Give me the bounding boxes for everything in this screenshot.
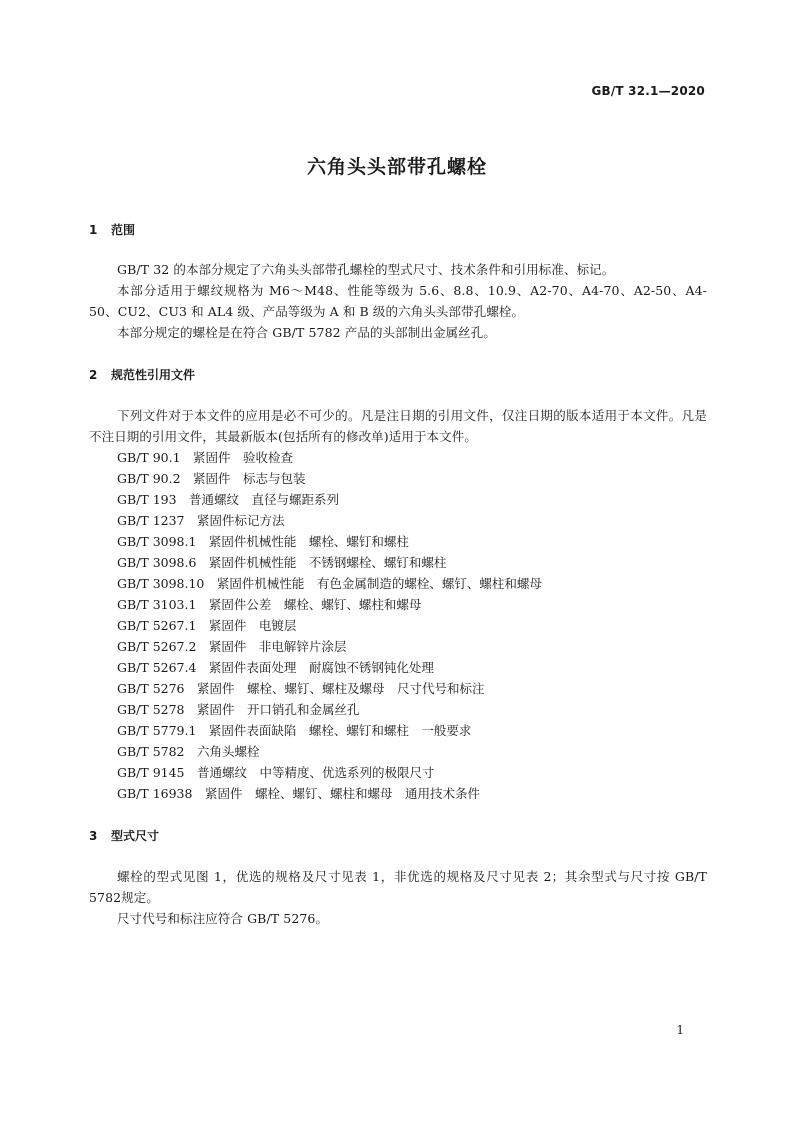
section-number: 2 [89, 368, 98, 382]
reference-item: GB/T 90.2 紧固件 标志与包装 [117, 471, 306, 486]
section-2-heading [89, 366, 195, 383]
reference-item: GB/T 3103.1 紧固件公差 螺栓、螺钉、螺柱和螺母 [117, 597, 422, 612]
reference-item: GB/T 3098.1 紧固件机械性能 螺栓、螺钉和螺柱 [117, 534, 409, 549]
reference-item: GB/T 5278 紧固件 开口销孔和金属丝孔 [117, 702, 360, 717]
standard-code: GB/T 32.1—2020 [591, 84, 705, 98]
reference-item: GB/T 3098.10 紧固件机械性能 有色金属制造的螺栓、螺钉、螺柱和螺母 [117, 576, 542, 591]
section-title: 型式尺寸 [111, 829, 160, 843]
reference-item: GB/T 193 普通螺纹 直径与螺距系列 [117, 492, 340, 507]
scope-paragraph: 本部分适用于螺纹规格为 M6～M48、性能等级为 5.6、8.8、10.9、A2-70、A4-70、A2-50、A4-50、CU2、CU3 和 AL4 级、产品等级为 A 和 B 级的六角头头部带孔螺栓。 [89, 283, 707, 319]
reference-item: GB/T 9145 普通螺纹 中等精度、优选系列的极限尺寸 [117, 765, 435, 780]
dimensions-paragraph: 尺寸代号和标注应符合 GB/T 5276。 [117, 911, 329, 926]
reference-item: GB/T 5276 紧固件 螺栓、螺钉、螺柱及螺母 尺寸代号和标注 [117, 681, 485, 696]
reference-item: GB/T 5267.4 紧固件表面处理 耐腐蚀不锈钢钝化处理 [117, 660, 434, 675]
scope-paragraph: GB/T 32 的本部分规定了六角头头部带孔螺栓的型式尺寸、技术条件和引用标准、标记。 [117, 262, 615, 277]
section-number: 1 [89, 223, 98, 237]
page-number: 1 [676, 1023, 684, 1037]
reference-item: GB/T 5267.2 紧固件 非电解锌片涂层 [117, 639, 347, 654]
section-number: 3 [89, 829, 98, 843]
section-1-heading [89, 221, 135, 238]
section-title: 规范性引用文件 [111, 368, 196, 382]
document-title: 六角头头部带孔螺栓 [306, 156, 487, 178]
reference-item: GB/T 5782 六角头螺栓 [117, 744, 260, 759]
reference-item: GB/T 3098.6 紧固件机械性能 不锈钢螺栓、螺钉和螺柱 [117, 555, 447, 570]
dimensions-paragraph: 螺栓的型式见图 1，优选的规格及尺寸见表 1，非优选的规格及尺寸见表 2；其余型式与尺寸按 GB/T 5782规定。 [89, 869, 707, 905]
normative-refs-intro: 下列文件对于本文件的应用是必不可少的。凡是注日期的引用文件，仅注日期的版本适用于本文件。凡是不注日期的引用文件，其最新版本(包括所有的修改单)适用于本文件。 [89, 408, 707, 444]
reference-item: GB/T 5779.1 紧固件表面缺陷 螺栓、螺钉和螺柱 一般要求 [117, 723, 472, 738]
section-title: 范围 [111, 223, 136, 237]
reference-item: GB/T 5267.1 紧固件 电镀层 [117, 618, 297, 633]
scope-paragraph: 本部分规定的螺栓是在符合 GB/T 5782 产品的头部制出金属丝孔。 [117, 325, 496, 340]
reference-item: GB/T 16938 紧固件 螺栓、螺钉、螺柱和螺母 通用技术条件 [117, 786, 480, 801]
reference-list [117, 447, 542, 804]
reference-item: GB/T 1237 紧固件标记方法 [117, 513, 285, 528]
section-3-heading [89, 827, 159, 844]
reference-item: GB/T 90.1 紧固件 验收检查 [117, 450, 294, 465]
